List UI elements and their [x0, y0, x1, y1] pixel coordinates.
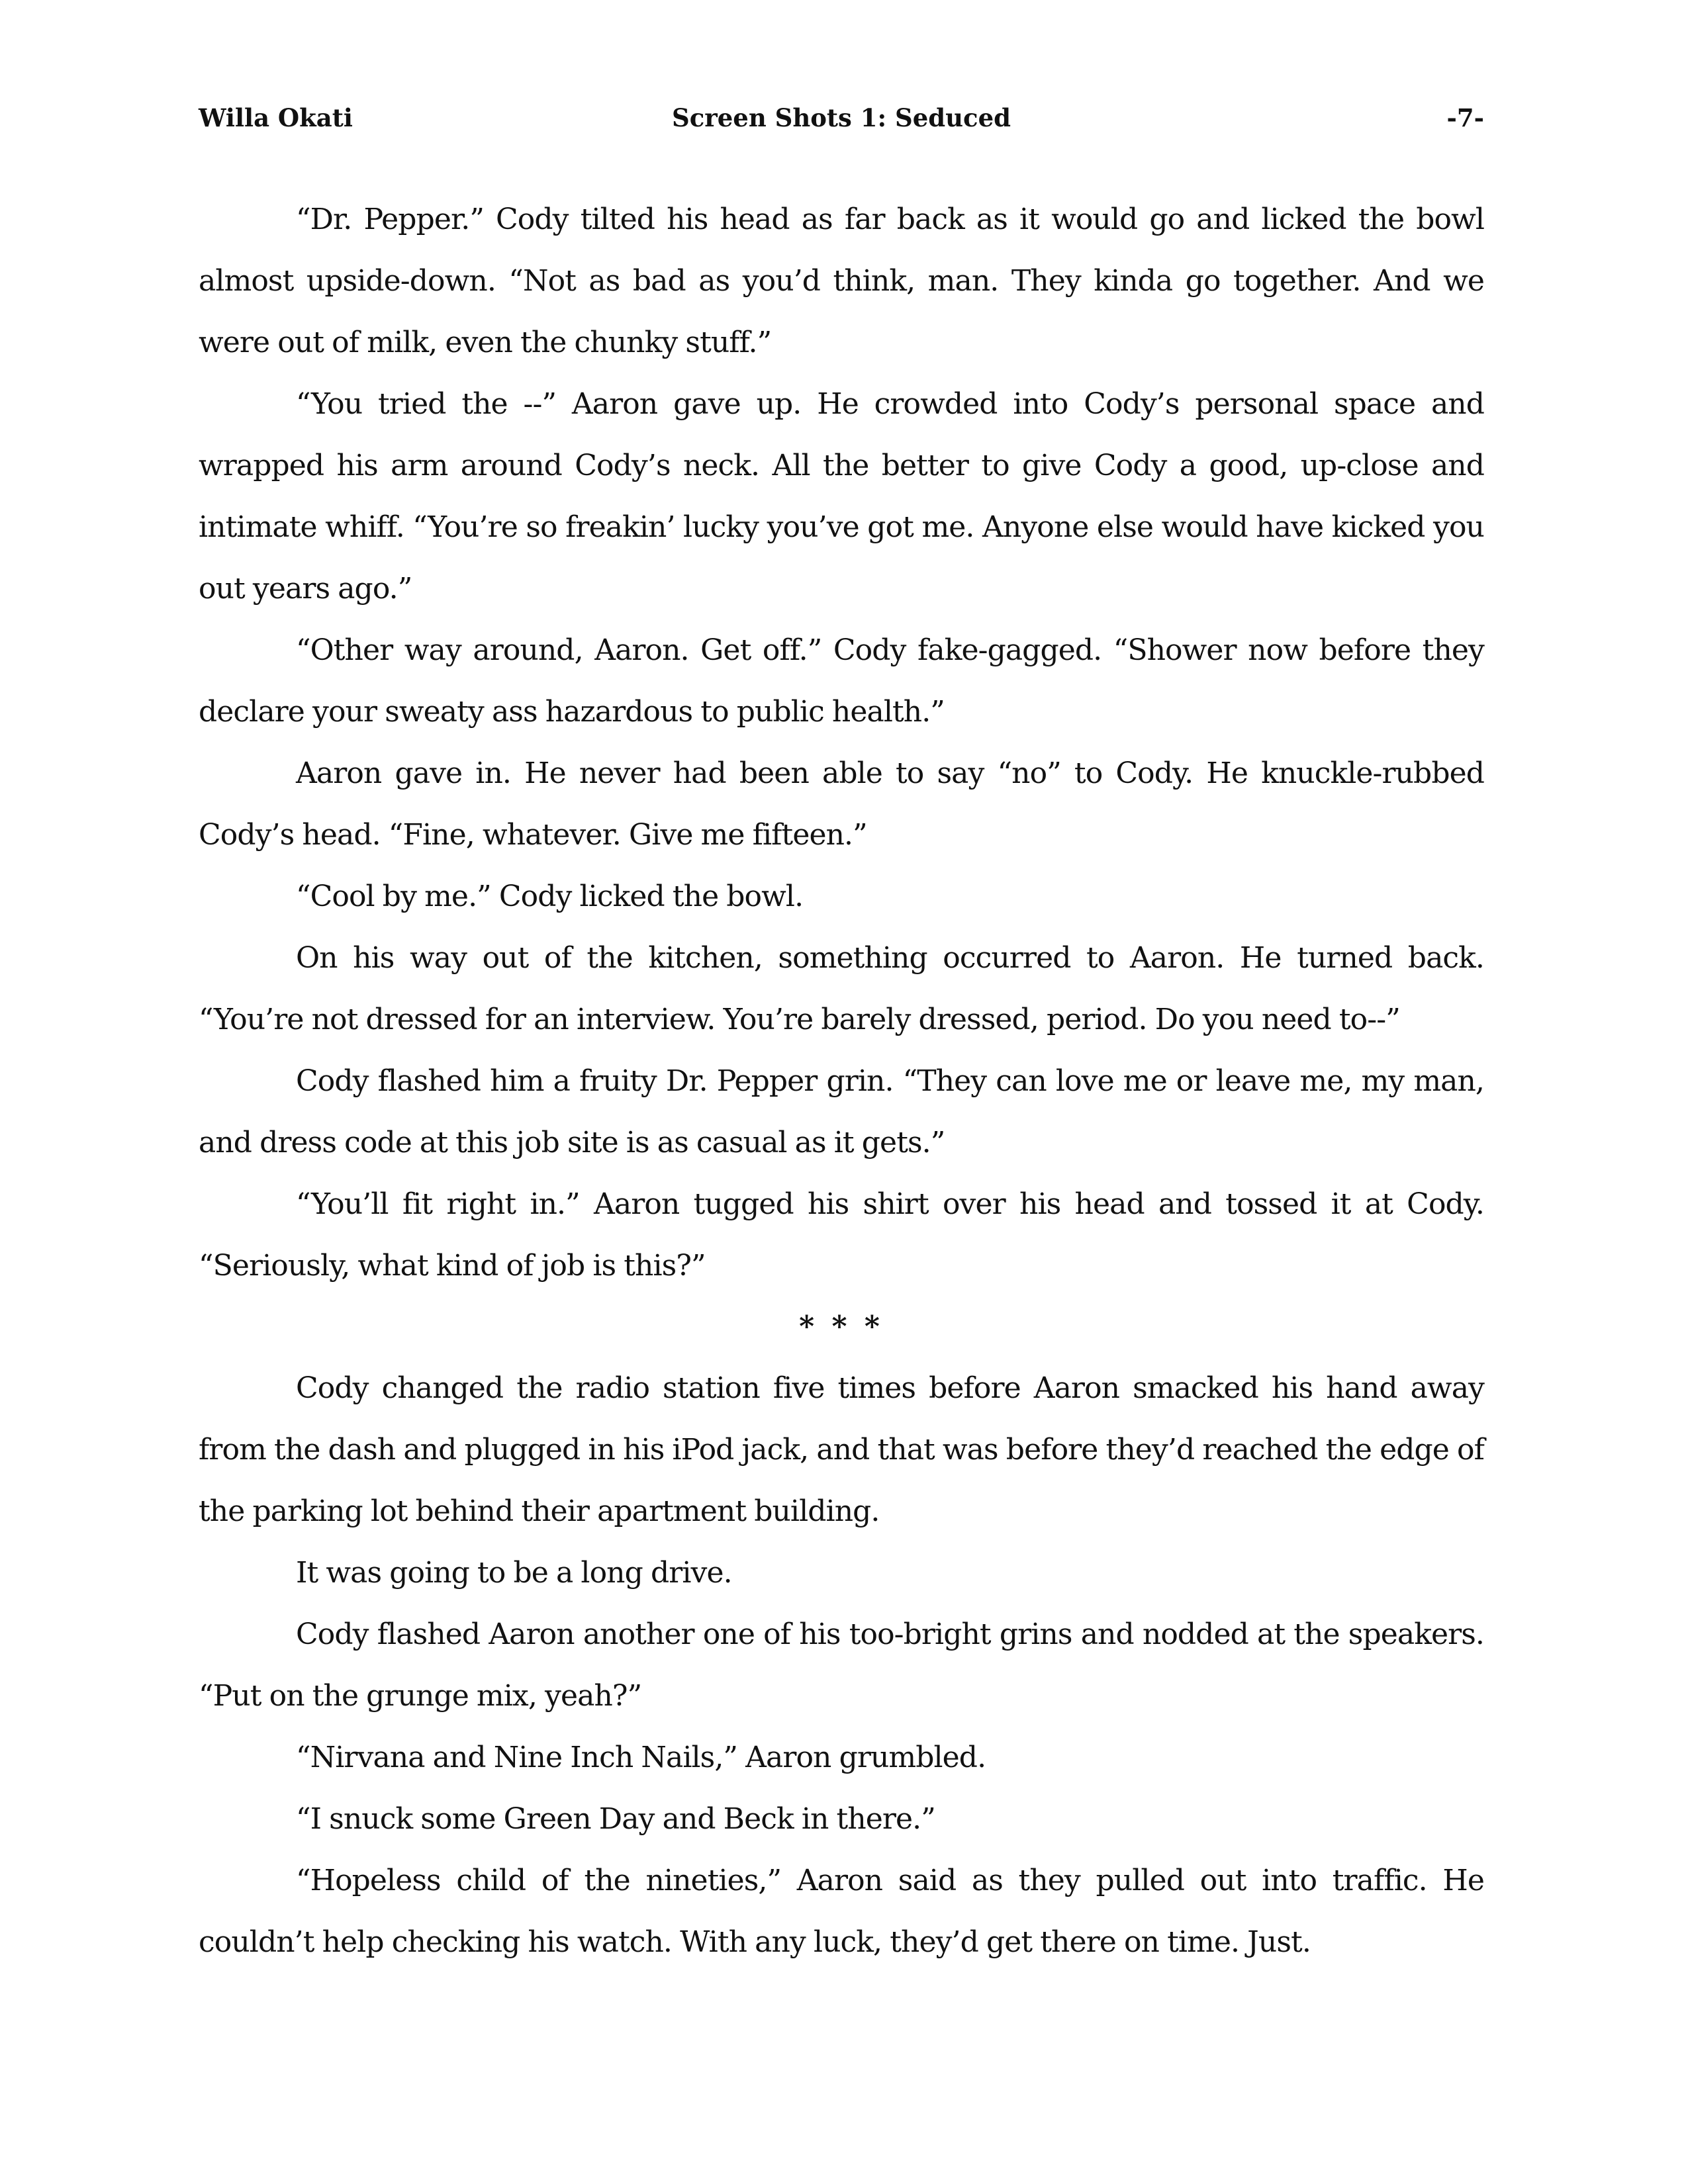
paragraph: Aaron gave in. He never had been able to say “no” to Cody. He knuckle-rubbed Cody’s head. “Fine, whatever. Give me fifteen.” [199, 756, 1484, 852]
paragraph: On his way out of the kitchen, something occurred to Aaron. He turned back. “You’re not dressed for an interview. You’re barely dressed, period. Do you need to--” [199, 941, 1484, 1036]
paragraph: Cody flashed Aaron another one of his too-bright grins and nodded at the speakers. “Put on the grunge mix, yeah?” [199, 1617, 1484, 1713]
paragraph: “Other way around, Aaron. Get off.” Cody fake-gagged. “Shower now before they declare your sweaty ass hazardous to public health.” [199, 633, 1484, 729]
paragraph: “Dr. Pepper.” Cody tilted his head as far back as it would go and licked the bowl almost upside-down. “Not as bad as you’d think, man. They kinda go together. And we were out of milk, even the chunky stuff.” [199, 203, 1484, 359]
paragraph: “Cool by me.” Cody licked the bowl. [296, 880, 804, 913]
paragraph: Cody flashed him a fruity Dr. Pepper grin. “They can love me or leave me, my man, and dress code at this job site is as casual as it gets.” [199, 1064, 1484, 1160]
paragraph: “You tried the --” Aaron gave up. He crowded into Cody’s personal space and wrapped his arm around Cody’s neck. All the better to give Cody a good, up-close and intimate whiff. “You’re so freakin’ lucky you’ve got me. Anyone else would have kicked you out years ago.” [199, 387, 1484, 606]
paragraph: “You’ll fit right in.” Aaron tugged his shirt over his head and tossed it at Cody. “Seriously, what kind of job is this?” [199, 1187, 1484, 1283]
page-header [199, 98, 1484, 138]
header-author: Willa Okati [199, 103, 353, 132]
page-body [199, 189, 1484, 1973]
paragraph: Cody changed the radio station five times before Aaron smacked his hand away from the dash and plugged in his iPod jack, and that was before they’d reached the edge of the parking lot behind their apartment building. [199, 1371, 1484, 1528]
header-title: Screen Shots 1: Seduced [672, 103, 1011, 132]
paragraph: “Nirvana and Nine Inch Nails,” Aaron grumbled. [296, 1741, 986, 1774]
paragraph: It was going to be a long drive. [296, 1556, 732, 1590]
scene-break: * * * [799, 1310, 884, 1343]
header-page-number: -7- [1446, 103, 1484, 132]
paragraph: “Hopeless child of the nineties,” Aaron said as they pulled out into traffic. He couldn’t help checking his watch. With any luck, they’d get there on time. Just. [199, 1864, 1484, 1959]
paragraph: “I snuck some Green Day and Beck in there.” [296, 1802, 935, 1836]
